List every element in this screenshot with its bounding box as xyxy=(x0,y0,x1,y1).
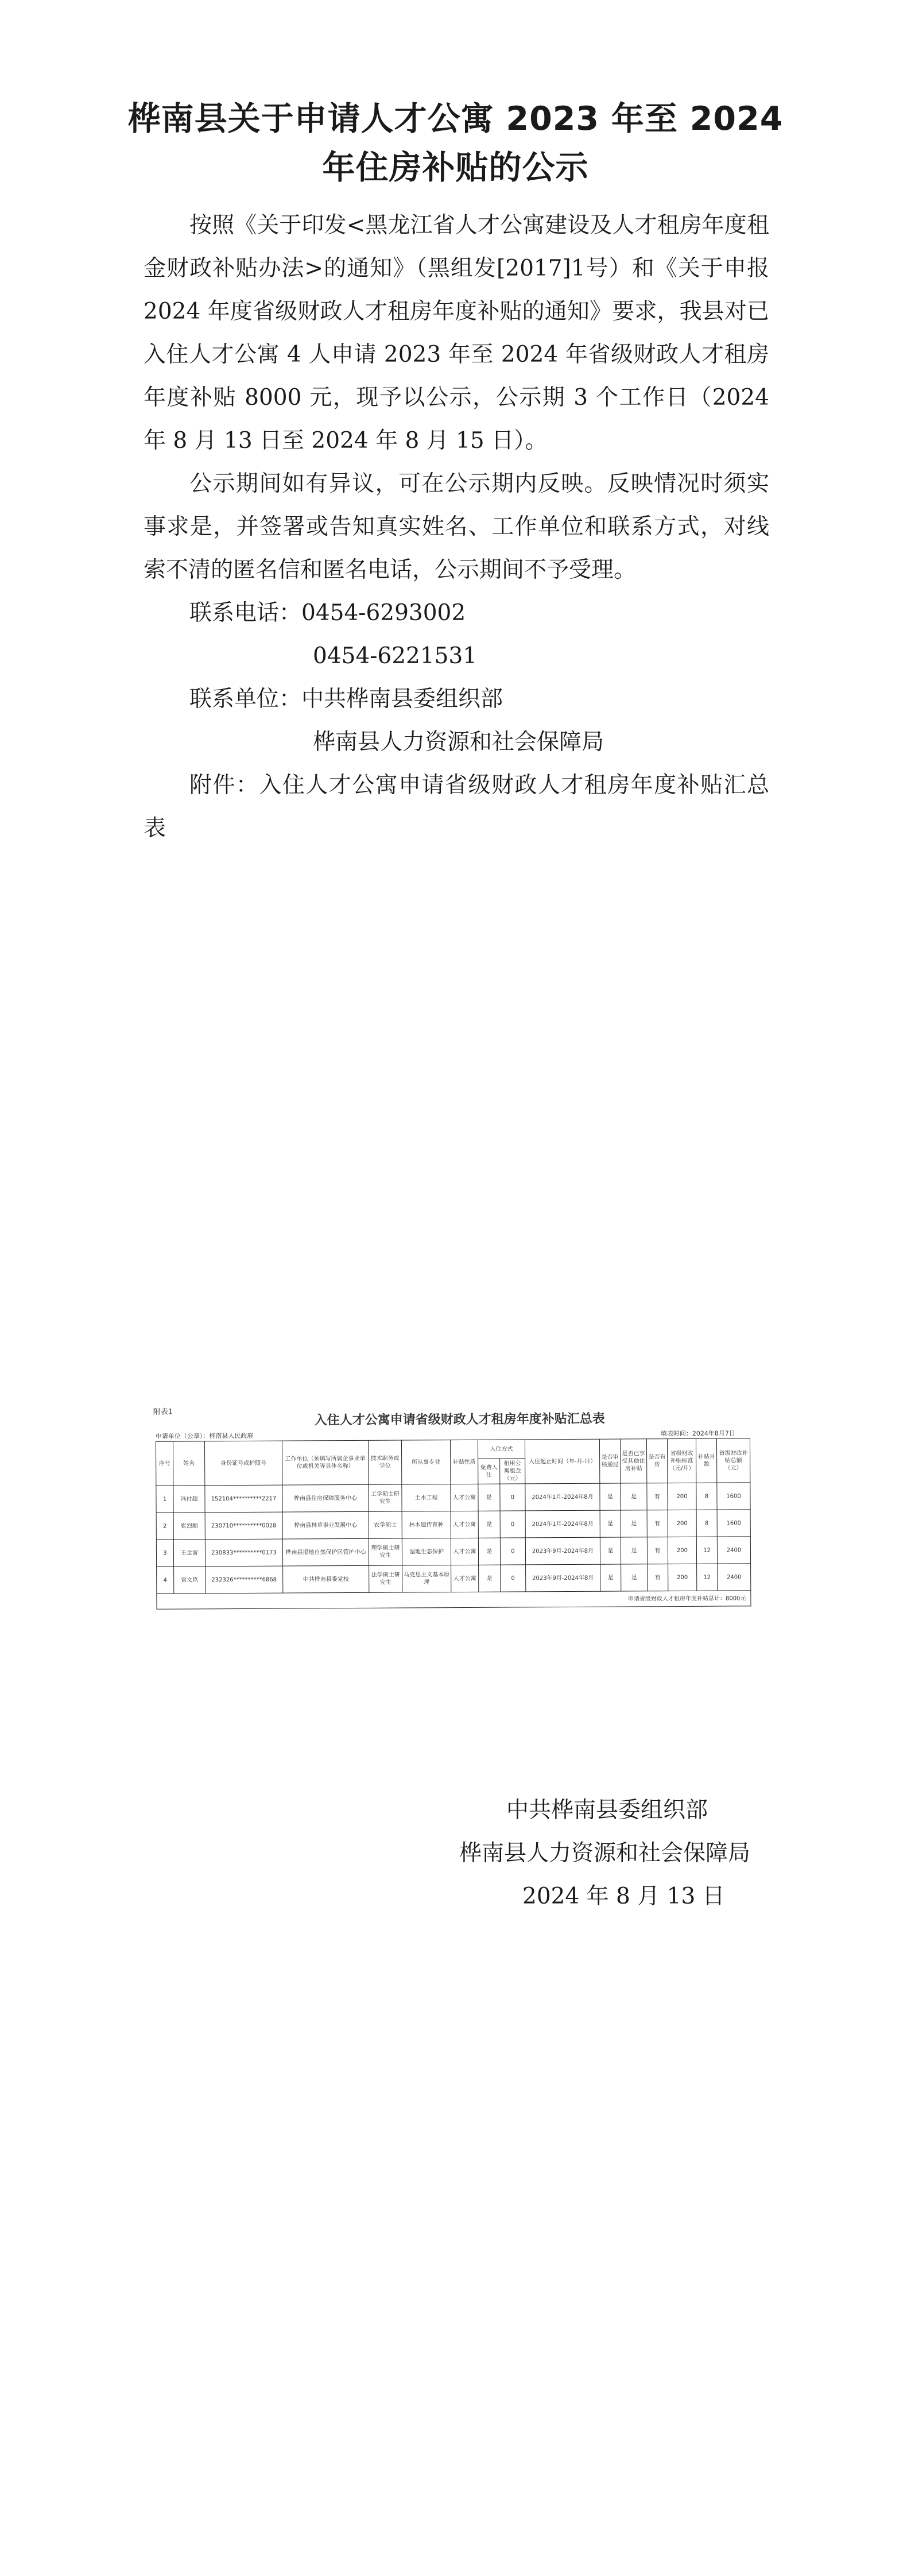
cell-start-time: 2024年1月-2024年8月 xyxy=(525,1483,600,1511)
signature-org-1: 中共桦南县委组织部 xyxy=(506,1797,708,1823)
attachment-table-image xyxy=(150,1402,772,1707)
cell-subsidy-type: 人才公寓 xyxy=(451,1538,478,1565)
cell-id: 230710**********0028 xyxy=(205,1512,282,1540)
th-amount: 省级财政补贴标准（元/月） xyxy=(667,1438,696,1483)
th-title: 技术职务或学位 xyxy=(368,1440,401,1484)
attachment-note: 附件：入住人才公寓申请省级财政人才租房年度补贴汇总表 xyxy=(144,772,769,841)
cell-start-time: 2023年9月-2024年8月 xyxy=(525,1537,600,1565)
cell-c: 有 xyxy=(647,1483,668,1510)
contact-phone-1: 0454-6293002 xyxy=(301,600,466,626)
signature-block xyxy=(459,1789,815,1918)
table-row xyxy=(156,1510,750,1540)
cell-free: 是 xyxy=(478,1484,500,1511)
cell-free: 是 xyxy=(478,1511,500,1538)
cell-rent-paid: 0 xyxy=(500,1511,525,1538)
cell-id: 232326**********6868 xyxy=(206,1566,283,1593)
applicant-unit: 申请单位（公章）：桦南县人民政府 xyxy=(155,1432,254,1440)
cell-name: 王金游 xyxy=(173,1540,205,1567)
th-rent-paid: 租用公寓租金（元） xyxy=(500,1459,525,1484)
title-line-2: 年住房补贴的公示 xyxy=(322,149,589,187)
contact-phone-2: 0454-6221531 xyxy=(313,643,478,669)
cell-no: 4 xyxy=(157,1567,174,1593)
cell-rent-paid: 0 xyxy=(500,1538,525,1565)
cell-amount: 200 xyxy=(668,1483,696,1510)
cell-subsidy-type: 人才公寓 xyxy=(451,1484,478,1511)
cell-months: 8 xyxy=(696,1510,717,1537)
fill-date: 填表时间：2024年8月7日 xyxy=(660,1429,735,1438)
th-subsidy-type: 补贴性质 xyxy=(450,1440,478,1484)
th-col-a: 是否审核通过 xyxy=(599,1439,620,1483)
title-line-1: 桦南县关于申请人才公寓 2023 年至 2024 xyxy=(127,100,784,138)
table-row xyxy=(156,1483,750,1513)
contact-unit-1: 中共桦南县委组织部 xyxy=(301,686,503,712)
cell-total: 2400 xyxy=(717,1537,750,1564)
cell-subsidy-type: 人才公寓 xyxy=(451,1511,478,1538)
cell-b: 是 xyxy=(621,1564,648,1591)
cell-work-unit: 桦南县住房保障服务中心 xyxy=(282,1484,369,1512)
th-id: 身份证号或护照号 xyxy=(204,1441,282,1486)
cell-title: 理学硕士研究生 xyxy=(369,1538,402,1565)
cell-c: 有 xyxy=(647,1510,668,1537)
cell-free: 是 xyxy=(478,1538,500,1565)
table-total-row xyxy=(157,1591,751,1609)
contact-unit-2: 桦南县人力资源和社会保障局 xyxy=(313,729,604,755)
cell-title: 农学硕士 xyxy=(369,1511,402,1538)
th-name: 姓名 xyxy=(173,1441,204,1486)
cell-total: 1600 xyxy=(717,1510,750,1537)
th-major: 所从事专业 xyxy=(401,1440,450,1484)
cell-title: 法学硕士研究生 xyxy=(369,1565,402,1592)
cell-name: 雷文玖 xyxy=(174,1567,206,1593)
th-start-time: 入住起止时间（年-月-日） xyxy=(525,1439,599,1484)
cell-major: 林木遗传育种 xyxy=(402,1511,451,1538)
cell-no: 3 xyxy=(156,1540,173,1567)
th-col-c: 是否有房 xyxy=(646,1439,667,1483)
cell-amount: 200 xyxy=(668,1510,696,1537)
signature-date: 2024 年 8 月 13 日 xyxy=(522,1883,725,1909)
cell-major: 土木工程 xyxy=(402,1484,451,1511)
th-total: 省级财政补贴总额（元） xyxy=(716,1438,750,1483)
cell-months: 12 xyxy=(696,1537,717,1564)
table-body xyxy=(156,1483,751,1593)
contact-phone-label: 联系电话： xyxy=(189,600,302,626)
cell-a: 是 xyxy=(600,1510,621,1537)
cell-a: 是 xyxy=(600,1483,621,1510)
paragraph-objection: 公示期间如有异议，可在公示期内反映。反映情况时须实事求是，并签署或告知真实姓名、工作单位和联系方式，对线索不清的匿名信和匿名电话，公示期间不予受理。 xyxy=(144,471,769,583)
cell-c: 有 xyxy=(648,1564,668,1591)
th-no: 序号 xyxy=(156,1441,173,1486)
th-months: 补贴月数 xyxy=(696,1438,716,1483)
cell-id: 230833**********0173 xyxy=(205,1539,282,1567)
cell-name: 冯付超 xyxy=(173,1486,205,1513)
contact-unit-label: 联系单位： xyxy=(189,686,302,712)
table-row xyxy=(156,1537,750,1567)
cell-subsidy-type: 人才公寓 xyxy=(451,1565,479,1592)
cell-major: 湿地生态保护 xyxy=(402,1538,451,1565)
notice-body xyxy=(144,204,769,850)
contact-phone-line xyxy=(144,591,769,635)
th-col-b: 是否已享受其他住房补贴 xyxy=(620,1439,646,1483)
cell-free: 是 xyxy=(479,1565,501,1592)
cell-work-unit: 桦南县湿地自然保护区管护中心 xyxy=(282,1538,369,1566)
th-move-in: 入住方式 xyxy=(478,1440,525,1459)
cell-b: 是 xyxy=(621,1483,647,1510)
signature-org-2: 桦南县人力资源和社会保障局 xyxy=(459,1840,751,1866)
cell-months: 8 xyxy=(696,1483,717,1510)
cell-no: 2 xyxy=(156,1513,173,1540)
cell-start-time: 2023年9月-2024年8月 xyxy=(526,1564,600,1592)
contact-unit-line xyxy=(144,678,769,721)
cell-rent-paid: 0 xyxy=(500,1484,525,1511)
cell-b: 是 xyxy=(621,1537,647,1564)
cell-work-unit: 桦南县林草事业发展中心 xyxy=(282,1511,369,1539)
th-work-unit: 工作单位（须填写所属企事业单位或机关等具体名称） xyxy=(282,1440,368,1485)
table-row xyxy=(157,1564,751,1593)
cell-c: 有 xyxy=(647,1537,668,1564)
attachment-label: 附表1 xyxy=(153,1407,173,1417)
cell-a: 是 xyxy=(600,1564,621,1591)
cell-rent-paid: 0 xyxy=(501,1565,526,1592)
cell-title: 工学硕士研究生 xyxy=(369,1484,402,1511)
cell-work-unit: 中共桦南县委党校 xyxy=(283,1565,369,1593)
cell-b: 是 xyxy=(621,1510,647,1537)
notice-title xyxy=(103,95,808,192)
paragraph-basis: 按照《关于印发<黑龙江省人才公寓建设及人才租房年度租金财政补贴办法>的通知》（黑组发[2017]1号）和《关于申报 2024 年度省级财政人才租房年度补贴的通知》要求，我县对已入住人才公寓 4 人申请 2023 年至 2024 年省级财政人才租房年度补贴 8000 元，现予以公示，公示期 3 个工作日（2024 年 8 月 13 日至 2024 年 8 月 15 日）。 xyxy=(144,212,769,454)
contact-phone-2-line xyxy=(144,635,769,678)
cell-a: 是 xyxy=(600,1537,621,1564)
attachment-title: 入住人才公寓申请省级财政人才租房年度补贴汇总表 xyxy=(314,1411,605,1428)
table-header-row xyxy=(156,1438,750,1460)
th-free: 免费入住 xyxy=(478,1459,500,1484)
cell-start-time: 2024年1月-2024年8月 xyxy=(525,1510,600,1538)
total-cell: 申请省级财政人才租房年度补贴总计：8000元 xyxy=(157,1591,751,1609)
cell-months: 12 xyxy=(697,1564,718,1591)
cell-name: 崔烈顺 xyxy=(173,1513,205,1540)
cell-amount: 200 xyxy=(668,1537,696,1564)
cell-total: 1600 xyxy=(717,1483,750,1510)
cell-total: 2400 xyxy=(718,1564,751,1591)
cell-amount: 200 xyxy=(668,1564,697,1591)
cell-major: 马克思主义基本原理 xyxy=(402,1565,451,1592)
cell-no: 1 xyxy=(156,1486,173,1513)
subsidy-summary-table xyxy=(156,1438,751,1609)
contact-unit-2-line xyxy=(144,721,769,764)
cell-id: 152104**********2217 xyxy=(205,1485,282,1513)
